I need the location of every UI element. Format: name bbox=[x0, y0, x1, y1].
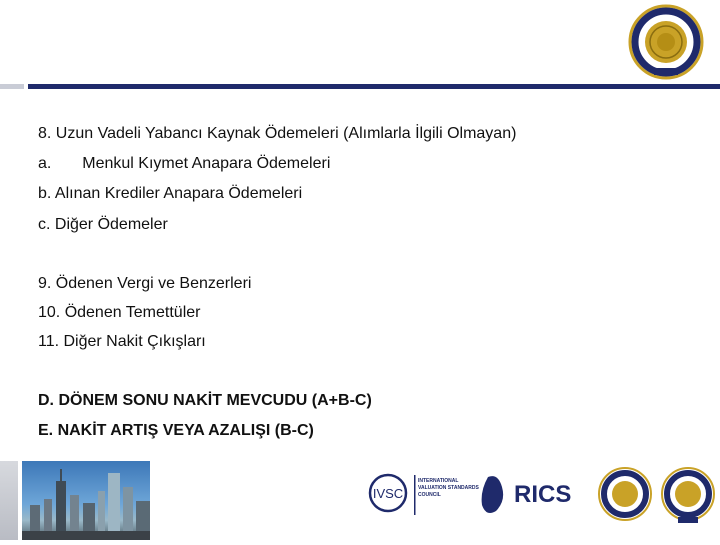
partner-logos bbox=[150, 461, 720, 540]
footer-banner bbox=[0, 461, 720, 540]
header-left-tick bbox=[0, 84, 24, 89]
list-item-a-text: Menkul Kıymet Anapara Ödemeleri bbox=[82, 155, 331, 172]
list-item-11: 11. Diğer Nakit Çıkışları bbox=[38, 333, 206, 350]
list-item-b: b. Alınan Krediler Anapara Ödemeleri bbox=[38, 185, 303, 202]
city-photo bbox=[22, 461, 150, 540]
city-skyline-image bbox=[0, 461, 150, 540]
list-item-e: E. NAKİT ARTIŞ VEYA AZALIŞI (B-C) bbox=[38, 422, 314, 439]
list-item-d: D. DÖNEM SONU NAKİT MEVCUDU (A+B-C) bbox=[38, 392, 372, 409]
rics-logo-text: RICS bbox=[514, 481, 572, 508]
footer-side-strip bbox=[0, 461, 20, 540]
list-item-a-marker: a. bbox=[38, 155, 52, 172]
list-item-9: 9. Ödenen Vergi ve Benzerleri bbox=[38, 275, 252, 292]
list-item-8: 8. Uzun Vadeli Yabancı Kaynak Ödemeleri (Alımlarla İlgili Olmayan) bbox=[38, 125, 517, 142]
ivsc-name-text: INTERNATIONAL VALUATION STANDARDS COUNCIL bbox=[418, 478, 479, 498]
partner-logo-art bbox=[150, 461, 720, 540]
ivsc-logo-text: IVSC bbox=[372, 486, 404, 501]
list-item-a bbox=[38, 154, 330, 174]
list-item-c: c. Diğer Ödemeler bbox=[38, 216, 168, 233]
header-rule bbox=[28, 84, 720, 89]
ankara-university-seal-logo bbox=[628, 4, 704, 80]
list-item-10: 10. Ödenen Temettüler bbox=[38, 304, 201, 321]
